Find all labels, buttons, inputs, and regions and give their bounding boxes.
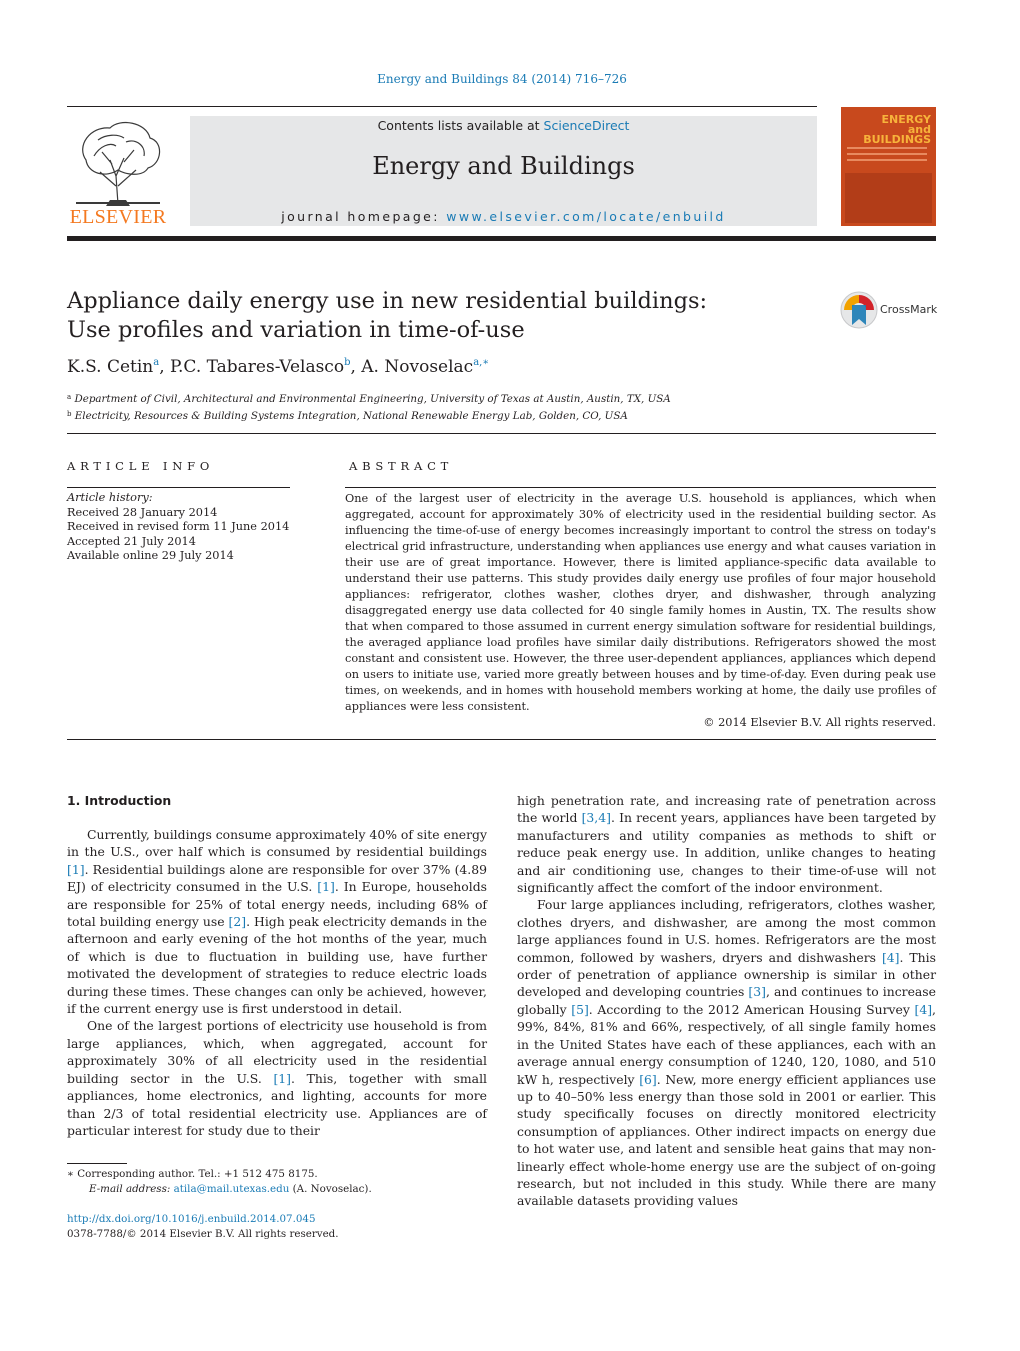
abstract-rule	[345, 487, 936, 488]
journal-title: Energy and Buildings	[372, 152, 635, 180]
cover-subtitle-lines	[847, 147, 927, 167]
paragraph-text: , 99%, 84%, 81% and 66%, respectively, of all single family homes in the United States have each of these appliances, each with an average annual energy consumption of 1240, 120, 1080, and 510 kW h, respectively	[517, 1001, 936, 1087]
doi-link[interactable]: http://dx.doi.org/10.1016/j.enbuild.2014.07.045	[67, 1213, 316, 1225]
citation-link[interactable]: [6]	[639, 1071, 657, 1087]
article-info-heading: ARTICLE INFO	[67, 459, 215, 473]
body-column-right	[517, 792, 936, 1210]
author-list: K.S. Cetin$^a$, P.C. Tabares-Velasco$^b$, A. Novoselac$^{a,∗}$	[67, 357, 490, 377]
paragraph-text: high penetration rate, and increasing rate of penetration across the world	[517, 793, 936, 826]
corresponding-author-note: ∗ Corresponding author. Tel.: +1 512 475 8175.	[67, 1168, 318, 1180]
paragraph	[517, 896, 936, 1209]
paragraph-text: Currently, buildings consume approximately 40% of site energy in the U.S., over half which is consumed by residential buildings	[67, 827, 487, 860]
cover-title	[841, 115, 931, 145]
affiliation-item	[67, 390, 671, 407]
citation-link[interactable]: [3]	[748, 984, 766, 1000]
cover-image	[845, 173, 932, 223]
author-name[interactable]: A. Novoselac	[361, 357, 474, 377]
history-item: Received 28 January 2014	[67, 505, 218, 519]
abstract-bottom-rule	[67, 739, 936, 740]
citation-link[interactable]: [1]	[317, 879, 335, 895]
paragraph-text: . New, more energy efficient appliances use up to 40–50% less energy than those sold in 2001 or earlier. This study specifically focuses on directly monitored electricity consumption of appliances. Other indirect impacts on energy due to hot water use, and latent and sensible heat gains that may non-linearly effect whole-home energy use are the subject of on-going research, but not included in this study. While there are many available datasets providing values	[517, 1071, 936, 1209]
homepage-prefix: journal homepage:	[281, 209, 447, 224]
affiliation-item	[67, 407, 671, 424]
paragraph-text: . This, together with small appliances, home electronics, and lighting, accounts for more than 2/3 of total residential electricity use. Appliances are of particular interest for study due to their	[67, 1070, 487, 1138]
paragraph-text: Four large appliances including, refrigerators, clothes washer, clothes dryers, and dishwasher, are among the most common large appliances found in U.S. homes. Refrigerators are the most common, followed by washers, dryers and dishwashers	[517, 897, 936, 965]
email-note	[67, 1182, 372, 1197]
header-thick-rule	[67, 236, 936, 241]
abstract-copyright: © 2014 Elsevier B.V. All rights reserved.	[703, 716, 936, 729]
citation-link[interactable]: [1]	[273, 1070, 292, 1086]
author-affil-marker[interactable]: b	[344, 357, 351, 368]
history-item: Accepted 21 July 2014	[67, 534, 196, 548]
email-suffix: (A. Novoselac).	[289, 1182, 372, 1195]
footnote-rule	[67, 1163, 127, 1164]
paragraph-text: . Residential buildings alone are responsible for over 37% (4.89 EJ) of electricity consumed in the U.S.	[67, 861, 487, 895]
contents-line	[190, 118, 817, 133]
paragraph	[517, 792, 936, 896]
citation-link[interactable]: [4]	[881, 949, 900, 965]
email-link[interactable]: atila@mail.utexas.edu	[173, 1182, 290, 1195]
affiliations	[67, 390, 671, 423]
issn-copyright: 0378-7788/© 2014 Elsevier B.V. All rights reserved.	[67, 1227, 339, 1240]
contents-prefix: Contents lists available at	[377, 118, 544, 133]
author-name[interactable]: P.C. Tabares-Velasco	[170, 357, 345, 377]
homepage-link[interactable]: www.elsevier.com/locate/enbuild	[446, 209, 726, 224]
paragraph	[67, 1017, 487, 1139]
history-item: Received in revised form 11 June 2014	[67, 520, 290, 534]
affiliation-marker: b	[67, 409, 72, 418]
citation-link[interactable]: [3,4]	[581, 810, 611, 826]
citation-link[interactable]: [1]	[67, 861, 85, 877]
header-rule	[67, 106, 817, 107]
article-title-line2: Use profiles and variation in time-of-use	[67, 317, 525, 343]
citation-link[interactable]: [2]	[228, 914, 247, 930]
doi-block	[67, 1212, 339, 1241]
abstract	[345, 491, 936, 731]
sciencedirect-link[interactable]: ScienceDirect	[543, 118, 630, 133]
cover-title-line1: ENERGY	[881, 113, 931, 126]
email-label: E-mail address:	[89, 1182, 174, 1195]
abstract-heading: ABSTRACT	[349, 459, 454, 473]
crossmark-label[interactable]: CrossMark	[880, 303, 938, 316]
section-heading-introduction: 1. Introduction	[67, 793, 172, 808]
paragraph-text: . According to the 2012 American Housing Survey	[588, 1001, 915, 1017]
citation-link[interactable]: [5]	[571, 1001, 589, 1017]
paragraph-text: . High peak electricity demands in the afternoon and early evening of the hot months of the year, much of which is due to fluctuation in building use, have further motivated the development of strategies to reduce electric loads during these times. These changes can only be achieved, however, if the current energy use is first understood in detail.	[67, 914, 487, 1017]
author-affil-marker[interactable]: a,∗	[473, 357, 490, 368]
affiliation-text: Electricity, Resources & Building Systems Integration, National Renewable Energy Lab, Golden, CO, USA	[74, 409, 628, 422]
author-name[interactable]: K.S. Cetin	[67, 357, 154, 377]
paragraph-text: . In recent years, appliances have been targeted by manufacturers and utility companies as methods to shift or reduce peak energy use. In addition, unlike changes to heating and air conditioning use, changes to their time-of-use will not significantly affect the comfort of the indoor environment.	[517, 810, 936, 896]
title-block-rule	[67, 433, 936, 434]
paragraph-text: . In Europe, households are responsible for 25% of total energy needs, including 68% of total building energy use	[67, 879, 487, 930]
article-title	[67, 287, 807, 345]
citation-link[interactable]: [4]	[914, 1001, 933, 1017]
journal-cover-thumbnail[interactable]	[841, 107, 936, 226]
journal-homepage-line	[190, 209, 817, 224]
body-column-left	[67, 826, 487, 1139]
paragraph-text: One of the largest portions of electricity use household is from large appliances, which, when aggregated, account for approximately 30% of all electricity used in the residential building sector in the U.S.	[67, 1018, 487, 1086]
affiliation-marker: a	[67, 393, 72, 401]
journal-citation[interactable]: Energy and Buildings 84 (2014) 716–726	[377, 72, 627, 86]
article-title-line1: Appliance daily energy use in new residential buildings:	[67, 288, 708, 314]
article-info-rule	[67, 487, 290, 488]
elsevier-wordmark: ELSEVIER	[69, 206, 167, 228]
paragraph-text: . This order of penetration of appliance ownership is similar in other developed and developing countries	[517, 949, 936, 1000]
author-affil-marker[interactable]: a	[153, 357, 160, 368]
cover-title-line2: and BUILDINGS	[863, 123, 931, 146]
paragraph	[67, 826, 487, 1017]
history-label: Article history:	[67, 491, 153, 504]
history-item: Available online 29 July 2014	[67, 549, 234, 563]
article-history	[67, 491, 289, 564]
footnote	[67, 1167, 372, 1196]
affiliation-text: Department of Civil, Architectural and Environmental Engineering, University of Texas at Austin, Austin, TX, USA	[74, 393, 671, 405]
abstract-text: One of the largest user of electricity in the average U.S. household is appliances, which when aggregated, account for approximately 30% of electricity used in the residential building sector. As influencing the time-of-use of energy becomes increasingly important to control the stress on today's electrical grid infrastructure, understanding when appliances use energy and what causes variation in their use are of great importance. However, there is limited appliance-specific data available to understand their use patterns. This study provides daily energy use profiles of four major household appliances: refrigerator, clothes washer, clothes dryer, and dishwasher, through analyzing disaggregated energy use data collected for 40 single family homes in Austin, TX. The results show that when compared to those assumed in current energy simulation software for residential buildings, the averaged appliance load profiles have similar daily distributions. Refrigerators showed the most constant and consistent use. However, the three user-dependent appliances, appliances which depend on users to initiate use, varied more greatly between houses and by time-of-day. Even during peak use times, on weekends, and in homes with household members working at home, the daily use profiles of appliances were less consistent.	[345, 492, 936, 713]
paragraph-text: , and continues to increase globally	[517, 984, 937, 1017]
